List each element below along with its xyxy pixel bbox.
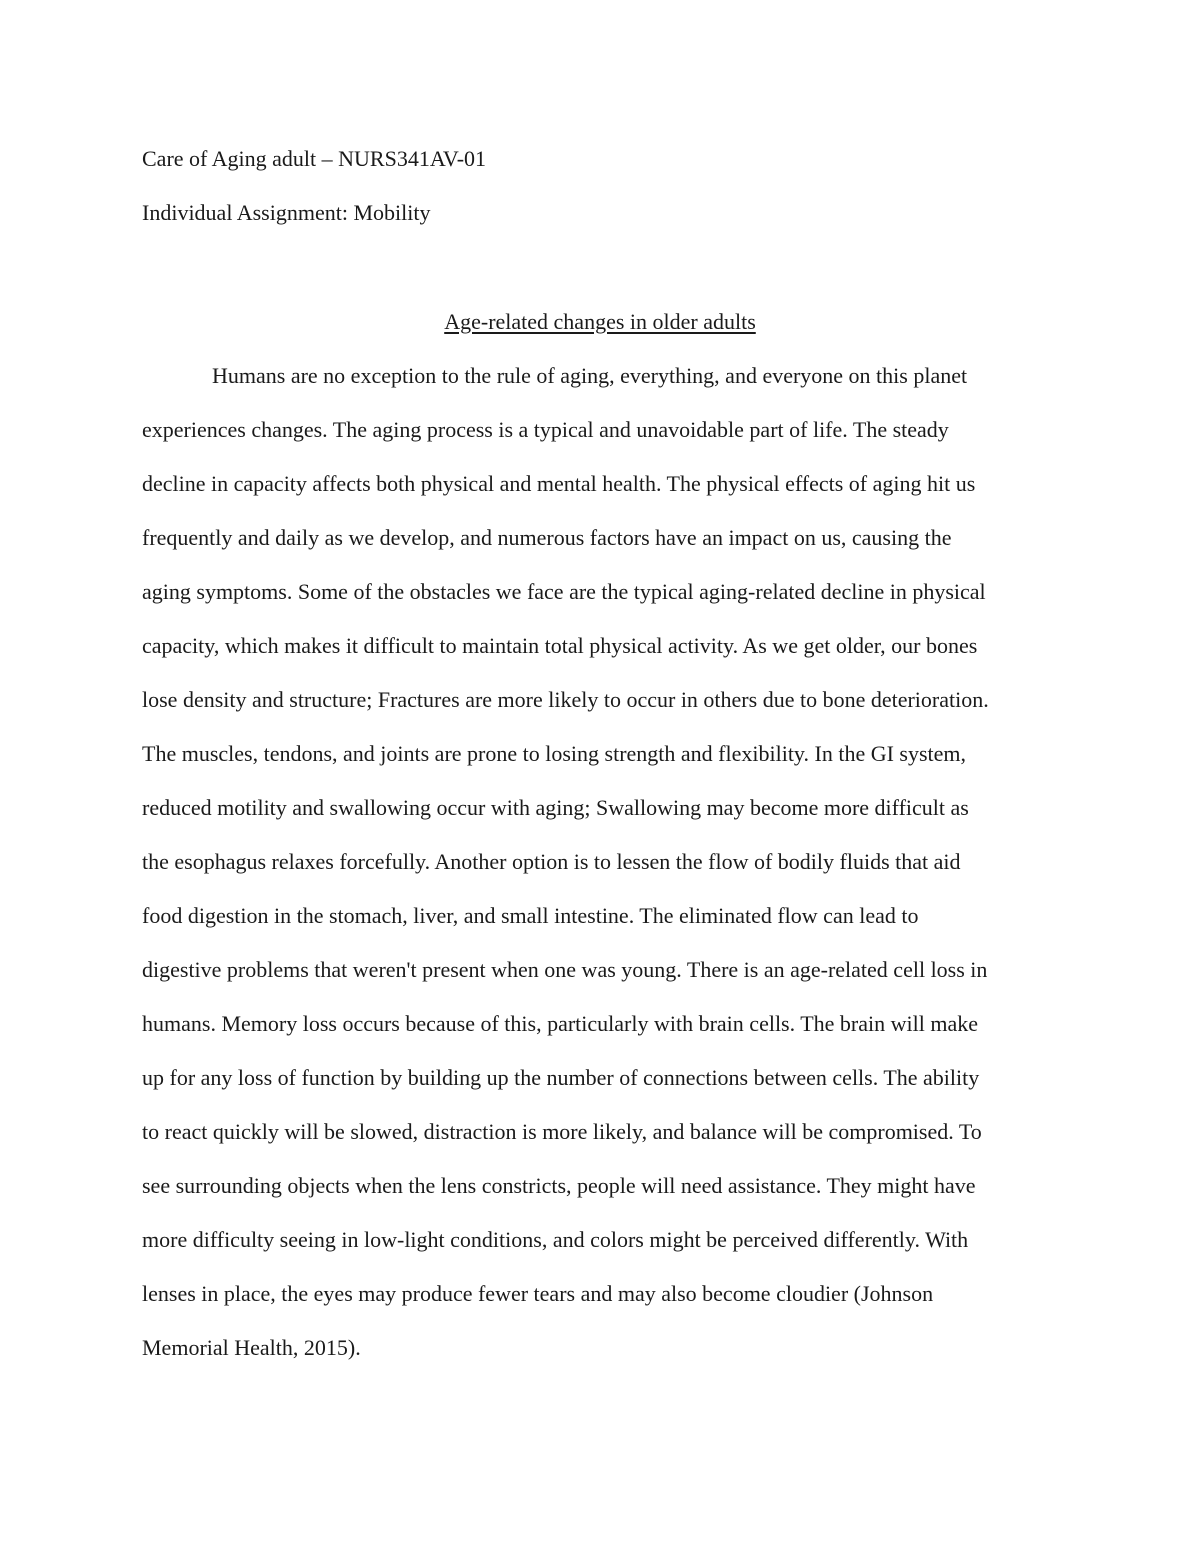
paragraph-line: humans. Memory loss occurs because of this, particularly with brain cells. The brain will make [142, 1011, 978, 1036]
page-title: Age-related changes in older adults [444, 309, 756, 334]
paragraph-line: lose density and structure; Fractures are more likely to occur in others due to bone deterioration. [142, 687, 989, 712]
paragraph-line: experiences changes. The aging process is a typical and unavoidable part of life. The steady [142, 417, 949, 442]
paragraph-line: Humans are no exception to the rule of aging, everything, and everyone on this planet [212, 363, 968, 388]
paragraph-line: decline in capacity affects both physical and mental health. The physical effects of aging hit us [142, 471, 976, 496]
paragraph-line: food digestion in the stomach, liver, and small intestine. The eliminated flow can lead to [142, 903, 919, 928]
paragraph-line: aging symptoms. Some of the obstacles we face are the typical aging-related decline in physical [142, 579, 986, 604]
assignment-heading: Individual Assignment: Mobility [142, 200, 431, 225]
paragraph-line: up for any loss of function by building up the number of connections between cells. The ability [142, 1065, 980, 1090]
course-heading: Care of Aging adult – NURS341AV-01 [142, 146, 487, 171]
paragraph-line: see surrounding objects when the lens constricts, people will need assistance. They might have [142, 1173, 976, 1198]
paragraph-line: Memorial Health, 2015). [142, 1335, 361, 1360]
paragraph-line: the esophagus relaxes forcefully. Another option is to lessen the flow of bodily fluids that aid [142, 849, 961, 874]
paragraph-line: lenses in place, the eyes may produce fewer tears and may also become cloudier (Johnson [142, 1281, 934, 1306]
paragraph-line: to react quickly will be slowed, distraction is more likely, and balance will be compromised. To [142, 1119, 982, 1144]
paragraph-line: frequently and daily as we develop, and numerous factors have an impact on us, causing the [142, 525, 952, 550]
paragraph-line: reduced motility and swallowing occur with aging; Swallowing may become more difficult as [142, 795, 969, 820]
paragraph-line: The muscles, tendons, and joints are prone to losing strength and flexibility. In the GI system, [142, 741, 967, 766]
paragraph-line: more difficulty seeing in low-light conditions, and colors might be perceived differently. With [142, 1227, 969, 1252]
paragraph-line: capacity, which makes it difficult to maintain total physical activity. As we get older, our bones [142, 633, 978, 658]
paragraph-line: digestive problems that weren't present when one was young. There is an age-related cell loss in [142, 957, 988, 982]
